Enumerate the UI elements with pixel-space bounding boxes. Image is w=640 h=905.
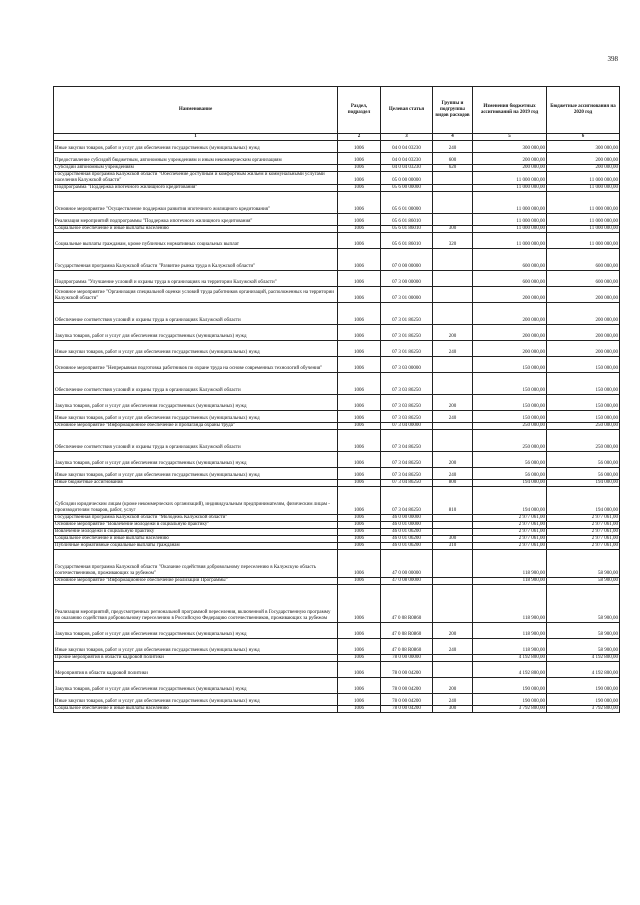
header-name: Наименование <box>54 87 338 134</box>
row-value-2020: 11 000 000,00 <box>547 213 620 225</box>
row-value-2020: 11 000 000,00 <box>547 191 620 213</box>
row-value-2019: 11 000 000,00 <box>473 191 547 213</box>
row-section: 1006 <box>338 422 381 429</box>
row-value-2019: 600 000,00 <box>473 270 547 286</box>
row-group <box>433 584 473 622</box>
row-group <box>433 184 473 191</box>
row-name: Обеспечение соответствия условий и охраны труда в организациях Калужской области <box>54 429 338 451</box>
row-name: Закупка товаров, работ и услуг для обеспечения государственных (муниципальных) нужд <box>54 324 338 340</box>
row-value-2020: 194 000,00 <box>547 479 620 486</box>
row-section: 1006 <box>338 514 381 521</box>
row-value-2019: 11 000 000,00 <box>473 213 547 225</box>
header-number: 5 <box>473 134 547 141</box>
row-group <box>433 270 473 286</box>
row-section: 1006 <box>338 638 381 654</box>
row-section: 1006 <box>338 479 381 486</box>
table-row <box>54 172 620 185</box>
row-name: Государственная программа Калужской области "Развитие рынка труда в Калужской области" <box>54 248 338 270</box>
row-value-2019: 190 000,00 <box>473 677 547 693</box>
row-section: 1006 <box>338 302 381 324</box>
row-group: 200 <box>433 677 473 693</box>
row-value-2019: 118 900,00 <box>473 549 547 577</box>
row-section: 1006 <box>338 248 381 270</box>
row-value-2020: 250 000,00 <box>547 429 620 451</box>
table-row <box>54 213 620 225</box>
row-article: 07 3 03 86250 <box>381 410 433 422</box>
row-name: Субсидии юридическим лицам (кроме некоммерческих организаций), индивидуальным предпринимателям, физическим лицам - производителям товаров, работ, услуг <box>54 486 338 514</box>
row-name: Иные закупки товаров, работ и услуг для обеспечения государственных (муниципальных) нужд <box>54 410 338 422</box>
row-section: 1006 <box>338 372 381 394</box>
row-article: 07 3 04 86250 <box>381 486 433 514</box>
row-section: 1006 <box>338 356 381 372</box>
table-row <box>54 248 620 270</box>
row-name: Подпрограмма "Поддержка ипотечного жилищного кредитования" <box>54 184 338 191</box>
row-article: 46 0 01 06200 <box>381 528 433 535</box>
table-row <box>54 340 620 356</box>
row-section: 1006 <box>338 429 381 451</box>
page-number: 398 <box>607 55 618 63</box>
table-row <box>54 165 620 172</box>
row-group: 240 <box>433 693 473 705</box>
row-group <box>433 521 473 528</box>
row-value-2019: 2 977 061,00 <box>473 542 547 549</box>
row-name: Закупка товаров, работ и услуг для обеспечения государственных (муниципальных) нужд <box>54 394 338 410</box>
row-article: 05 6 01 00000 <box>381 191 433 213</box>
row-section: 1006 <box>338 584 381 622</box>
row-name: Иные бюджетные ассигнования <box>54 479 338 486</box>
row-value-2020: 3 792 800,00 <box>547 705 620 712</box>
row-value-2019: 150 000,00 <box>473 410 547 422</box>
row-group <box>433 514 473 521</box>
row-article: 05 6 01 86010 <box>381 225 433 232</box>
row-group: 200 <box>433 394 473 410</box>
row-value-2020: 150 000,00 <box>547 372 620 394</box>
row-article: 07 3 04 86250 <box>381 479 433 486</box>
row-value-2019: 2 977 061,00 <box>473 521 547 528</box>
row-name: Субсидии автономным учреждениям <box>54 165 338 172</box>
row-group <box>433 372 473 394</box>
table-row <box>54 521 620 528</box>
row-value-2019: 4 192 800,00 <box>473 661 547 677</box>
table-row <box>54 141 620 153</box>
row-value-2020: 190 000,00 <box>547 693 620 705</box>
table-row <box>54 302 620 324</box>
row-name: Социальное обеспечение и иные выплаты населению <box>54 225 338 232</box>
row-article: 04 0 04 03230 <box>381 153 433 165</box>
row-name: Публичные нормативные социальные выплаты гражданам <box>54 542 338 549</box>
row-value-2020: 56 000,00 <box>547 467 620 479</box>
row-value-2019: 2 977 061,00 <box>473 535 547 542</box>
row-section: 1006 <box>338 693 381 705</box>
table-row <box>54 514 620 521</box>
row-value-2019: 3 792 800,00 <box>473 705 547 712</box>
table-row <box>54 232 620 248</box>
row-section: 1006 <box>338 225 381 232</box>
row-section: 1006 <box>338 324 381 340</box>
row-section: 1006 <box>338 410 381 422</box>
row-article: 07 0 00 00000 <box>381 248 433 270</box>
row-article: 07 3 04 86250 <box>381 451 433 467</box>
table-row <box>54 410 620 422</box>
row-article: 07 3 04 00000 <box>381 422 433 429</box>
row-article: 47 0 08 R0860 <box>381 622 433 638</box>
table-row <box>54 286 620 302</box>
row-section: 1006 <box>338 467 381 479</box>
row-group: 300 <box>433 705 473 712</box>
row-article: 46 0 01 06200 <box>381 535 433 542</box>
row-article: 07 3 01 00000 <box>381 286 433 302</box>
row-value-2020: 58 900,00 <box>547 622 620 638</box>
row-value-2020: 200 000,00 <box>547 324 620 340</box>
table-row <box>54 422 620 429</box>
row-value-2020: 56 000,00 <box>547 451 620 467</box>
row-value-2019: 194 000,00 <box>473 479 547 486</box>
row-group <box>433 654 473 661</box>
table-row <box>54 528 620 535</box>
row-article: 07 3 00 00000 <box>381 270 433 286</box>
row-name: Основное мероприятие "Вовлечение молодежи в социальную практику" <box>54 521 338 528</box>
budget-table <box>53 86 620 713</box>
row-article: 47 0 08 R0860 <box>381 584 433 622</box>
row-value-2020: 58 900,00 <box>547 584 620 622</box>
row-value-2020: 4 192 800,00 <box>547 661 620 677</box>
table-row <box>54 372 620 394</box>
row-value-2020: 11 000 000,00 <box>547 172 620 185</box>
row-name: Предоставление субсидий бюджетным, автономным учреждениям и иным некоммерческим организациям <box>54 153 338 165</box>
row-section: 1006 <box>338 451 381 467</box>
row-name: Социальное обеспечение и иные выплаты населению <box>54 705 338 712</box>
row-value-2019: 56 000,00 <box>473 467 547 479</box>
row-article: 78 0 00 04200 <box>381 705 433 712</box>
table-row <box>54 535 620 542</box>
row-name: Социальное обеспечение и иные выплаты населению <box>54 535 338 542</box>
row-value-2019: 200 000,00 <box>473 340 547 356</box>
row-group: 810 <box>433 486 473 514</box>
header-number-row <box>54 134 620 141</box>
row-value-2019: 250 000,00 <box>473 422 547 429</box>
row-value-2019: 150 000,00 <box>473 356 547 372</box>
header-section: Раздел, подраздел <box>338 87 381 134</box>
row-article: 07 3 04 86250 <box>381 429 433 451</box>
row-group: 240 <box>433 141 473 153</box>
row-group <box>433 302 473 324</box>
row-group <box>433 661 473 677</box>
row-section: 1006 <box>338 165 381 172</box>
table-row <box>54 677 620 693</box>
row-value-2019: 200 000,00 <box>473 165 547 172</box>
row-value-2020: 200 000,00 <box>547 165 620 172</box>
row-section: 1006 <box>338 153 381 165</box>
table-row <box>54 638 620 654</box>
row-section: 1006 <box>338 340 381 356</box>
table-row <box>54 661 620 677</box>
row-article: 07 3 04 86250 <box>381 467 433 479</box>
header-row <box>54 87 620 134</box>
header-number: 3 <box>381 134 433 141</box>
row-section: 1006 <box>338 535 381 542</box>
row-value-2020: 2 977 061,00 <box>547 514 620 521</box>
table-row <box>54 693 620 705</box>
table-row <box>54 479 620 486</box>
row-group: 310 <box>433 542 473 549</box>
row-article: 04 0 04 03230 <box>381 141 433 153</box>
row-value-2020: 4 192 800,00 <box>547 654 620 661</box>
row-name: Иные закупки товаров, работ и услуг для обеспечения государственных (муниципальных) нужд <box>54 638 338 654</box>
row-name: Обеспечение соответствия условий и охраны труда в организациях Калужской области <box>54 302 338 324</box>
table-row <box>54 486 620 514</box>
row-value-2020: 190 000,00 <box>547 677 620 693</box>
row-group <box>433 248 473 270</box>
row-section: 1006 <box>338 654 381 661</box>
row-name: Иные закупки товаров, работ и услуг для обеспечения государственных (муниципальных) нужд <box>54 141 338 153</box>
row-group: 800 <box>433 479 473 486</box>
header-article: Целевая статья <box>381 87 433 134</box>
row-section: 1006 <box>338 184 381 191</box>
header-number: 2 <box>338 134 381 141</box>
row-article: 07 3 03 86250 <box>381 394 433 410</box>
row-value-2020: 58 900,00 <box>547 638 620 654</box>
row-name: Закупка товаров, работ и услуг для обеспечения государственных (муниципальных) нужд <box>54 622 338 638</box>
row-group: 200 <box>433 451 473 467</box>
row-value-2020: 2 977 061,00 <box>547 542 620 549</box>
table-row <box>54 451 620 467</box>
row-group <box>433 172 473 185</box>
row-section: 1006 <box>338 232 381 248</box>
row-section: 1006 <box>338 577 381 584</box>
row-value-2020: 150 000,00 <box>547 356 620 372</box>
row-section: 1006 <box>338 191 381 213</box>
row-section: 1006 <box>338 542 381 549</box>
row-value-2020: 250 000,00 <box>547 422 620 429</box>
row-value-2020: 2 977 061,00 <box>547 521 620 528</box>
row-article: 78 0 00 00000 <box>381 654 433 661</box>
row-article: 46 0 00 00000 <box>381 514 433 521</box>
row-value-2019: 118 900,00 <box>473 638 547 654</box>
row-group: 240 <box>433 638 473 654</box>
table-row <box>54 324 620 340</box>
row-value-2020: 150 000,00 <box>547 394 620 410</box>
row-article: 46 0 01 06200 <box>381 542 433 549</box>
row-name: Государственная программа Калужской области "Оказание содействия добровольному переселению в Калужскую область соотечественников, проживающих за рубежом" <box>54 549 338 577</box>
row-section: 1006 <box>338 141 381 153</box>
row-group <box>433 422 473 429</box>
row-group <box>433 429 473 451</box>
row-value-2020: 150 000,00 <box>547 410 620 422</box>
table-row <box>54 394 620 410</box>
table-row <box>54 577 620 584</box>
row-value-2019: 118 900,00 <box>473 584 547 622</box>
table-row <box>54 356 620 372</box>
row-article: 07 3 01 86250 <box>381 324 433 340</box>
row-group <box>433 577 473 584</box>
table-row <box>54 191 620 213</box>
table-row <box>54 153 620 165</box>
row-value-2020: 200 000,00 <box>547 153 620 165</box>
row-article: 47 0 00 00000 <box>381 549 433 577</box>
row-group: 240 <box>433 467 473 479</box>
table-row <box>54 467 620 479</box>
row-article: 46 0 01 00000 <box>381 521 433 528</box>
row-article: 47 0 08 00000 <box>381 577 433 584</box>
row-group: 620 <box>433 165 473 172</box>
row-article: 05 0 00 00000 <box>381 172 433 185</box>
table-row <box>54 184 620 191</box>
row-group: 300 <box>433 225 473 232</box>
table-row <box>54 622 620 638</box>
row-value-2019: 200 000,00 <box>473 286 547 302</box>
row-value-2019: 300 000,00 <box>473 141 547 153</box>
header-2019: Изменения бюджетных ассигнований на 2019 год <box>473 87 547 134</box>
row-article: 07 3 01 86250 <box>381 302 433 324</box>
row-value-2020: 11 000 000,00 <box>547 184 620 191</box>
row-value-2019: 600 000,00 <box>473 248 547 270</box>
row-value-2019: 11 000 000,00 <box>473 232 547 248</box>
row-value-2019: 150 000,00 <box>473 372 547 394</box>
row-name: Обеспечение соответствия условий и охраны труда в организациях Калужской области <box>54 372 338 394</box>
row-name: Закупка товаров, работ и услуг для обеспечения государственных (муниципальных) нужд <box>54 451 338 467</box>
row-name: Реализация мероприятий подпрограммы "Поддержка ипотечного жилищного кредитования" <box>54 213 338 225</box>
row-value-2020: 200 000,00 <box>547 340 620 356</box>
row-article: 05 6 01 86010 <box>381 232 433 248</box>
row-value-2019: 2 977 061,00 <box>473 514 547 521</box>
row-name: Социальные выплаты гражданам, кроме публичных нормативных социальных выплат <box>54 232 338 248</box>
table-row <box>54 584 620 622</box>
row-value-2019: 200 000,00 <box>473 324 547 340</box>
row-article: 04 0 04 03230 <box>381 165 433 172</box>
row-section: 1006 <box>338 213 381 225</box>
row-name: Иные закупки товаров, работ и услуг для обеспечения государственных (муниципальных) нужд <box>54 693 338 705</box>
row-value-2019: 56 000,00 <box>473 451 547 467</box>
row-value-2019: 118 900,00 <box>473 622 547 638</box>
table-row <box>54 705 620 712</box>
row-name: Реализация мероприятий, предусмотренных региональной программой переселения, включенной в Государственную программу по оказанию содействия добровольному переселению в Российскую Федерацию соотечественников, проживающих за рубежом <box>54 584 338 622</box>
row-value-2019: 2 977 061,00 <box>473 528 547 535</box>
row-value-2019: 150 000,00 <box>473 394 547 410</box>
row-article: 07 3 03 86250 <box>381 372 433 394</box>
row-group <box>433 286 473 302</box>
row-article: 05 6 00 00000 <box>381 184 433 191</box>
row-name: Государственная программа Калужской области "Молодежь Калужской области" <box>54 514 338 521</box>
row-section: 1006 <box>338 705 381 712</box>
row-value-2020: 300 000,00 <box>547 141 620 153</box>
row-value-2019: 118 900,00 <box>473 577 547 584</box>
row-section: 1006 <box>338 270 381 286</box>
row-value-2019: 4 192 800,00 <box>473 654 547 661</box>
row-value-2020: 11 000 000,00 <box>547 232 620 248</box>
table-row <box>54 429 620 451</box>
row-article: 78 0 00 04200 <box>381 677 433 693</box>
row-group: 240 <box>433 410 473 422</box>
row-value-2020: 2 977 061,00 <box>547 528 620 535</box>
row-name: Основное мероприятие "Информационное обеспечение и пропаганда охраны труда" <box>54 422 338 429</box>
row-group <box>433 191 473 213</box>
table-row <box>54 654 620 661</box>
row-name: Иные закупки товаров, работ и услуг для обеспечения государственных (муниципальных) нужд <box>54 340 338 356</box>
row-value-2020: 194 000,00 <box>547 486 620 514</box>
header-number: 4 <box>433 134 473 141</box>
table-row <box>54 270 620 286</box>
row-article: 78 0 00 04200 <box>381 661 433 677</box>
header-number: 6 <box>547 134 620 141</box>
row-group: 240 <box>433 340 473 356</box>
row-name: Прочие мероприятия в области кадровой политики <box>54 654 338 661</box>
row-group <box>433 213 473 225</box>
row-name: Государственная программа Калужской области "Обеспечение доступным и комфортным жильем и коммунальными услугами населения Калужской области" <box>54 172 338 185</box>
row-name: Основное мероприятие "Информационное обеспечение реализации Программы" <box>54 577 338 584</box>
row-section: 1006 <box>338 394 381 410</box>
row-group: 600 <box>433 153 473 165</box>
row-value-2019: 250 000,00 <box>473 429 547 451</box>
row-value-2020: 200 000,00 <box>547 302 620 324</box>
row-value-2019: 11 000 000,00 <box>473 184 547 191</box>
row-name: Основное мероприятие "Осуществление поддержки развития ипотечного жилищного кредитования" <box>54 191 338 213</box>
row-group: 300 <box>433 535 473 542</box>
row-section: 1006 <box>338 521 381 528</box>
row-value-2020: 200 000,00 <box>547 286 620 302</box>
row-value-2019: 194 000,00 <box>473 486 547 514</box>
table-row <box>54 542 620 549</box>
row-name: Вовлечение молодежи в социальную практику <box>54 528 338 535</box>
row-group <box>433 356 473 372</box>
row-section: 1006 <box>338 528 381 535</box>
row-name: Иные закупки товаров, работ и услуг для обеспечения государственных (муниципальных) нужд <box>54 467 338 479</box>
row-value-2020: 600 000,00 <box>547 270 620 286</box>
row-name: Закупка товаров, работ и услуг для обеспечения государственных (муниципальных) нужд <box>54 677 338 693</box>
row-section: 1006 <box>338 549 381 577</box>
row-section: 1006 <box>338 486 381 514</box>
row-value-2019: 11 000 000,00 <box>473 225 547 232</box>
row-section: 1006 <box>338 622 381 638</box>
row-value-2020: 2 977 061,00 <box>547 535 620 542</box>
row-value-2019: 11 000 000,00 <box>473 172 547 185</box>
table-row <box>54 549 620 577</box>
row-section: 1006 <box>338 677 381 693</box>
header-group: Группы и подгруппы видов расходов <box>433 87 473 134</box>
row-article: 78 0 00 04200 <box>381 693 433 705</box>
row-value-2020: 11 000 000,00 <box>547 225 620 232</box>
row-section: 1006 <box>338 172 381 185</box>
row-group <box>433 549 473 577</box>
row-article: 07 3 01 86250 <box>381 340 433 356</box>
row-article: 47 0 08 R0860 <box>381 638 433 654</box>
row-value-2019: 190 000,00 <box>473 693 547 705</box>
row-value-2019: 200 000,00 <box>473 302 547 324</box>
row-group: 320 <box>433 232 473 248</box>
row-article: 07 3 03 00000 <box>381 356 433 372</box>
table-row <box>54 225 620 232</box>
row-value-2019: 200 000,00 <box>473 153 547 165</box>
row-value-2020: 58 900,00 <box>547 577 620 584</box>
row-name: Основное мероприятие "Непрерывная подготовка работников по охране труда на основе современных технологий обучения" <box>54 356 338 372</box>
row-group <box>433 528 473 535</box>
row-section: 1006 <box>338 286 381 302</box>
row-group: 200 <box>433 324 473 340</box>
row-name: Основное мероприятие "Организация специальной оценки условий труда работников организаций, расположенных на территории Калужской области" <box>54 286 338 302</box>
row-group: 200 <box>433 622 473 638</box>
row-name: Мероприятия в области кадровой политики <box>54 661 338 677</box>
row-article: 05 6 01 86010 <box>381 213 433 225</box>
row-section: 1006 <box>338 661 381 677</box>
header-number: 1 <box>54 134 338 141</box>
row-value-2020: 600 000,00 <box>547 248 620 270</box>
header-2020: Бюджетные ассигнования на 2020 год <box>547 87 620 134</box>
row-value-2020: 58 900,00 <box>547 549 620 577</box>
row-name: Подпрограмма "Улучшение условий и охраны труда в организациях на территории Калужской области" <box>54 270 338 286</box>
